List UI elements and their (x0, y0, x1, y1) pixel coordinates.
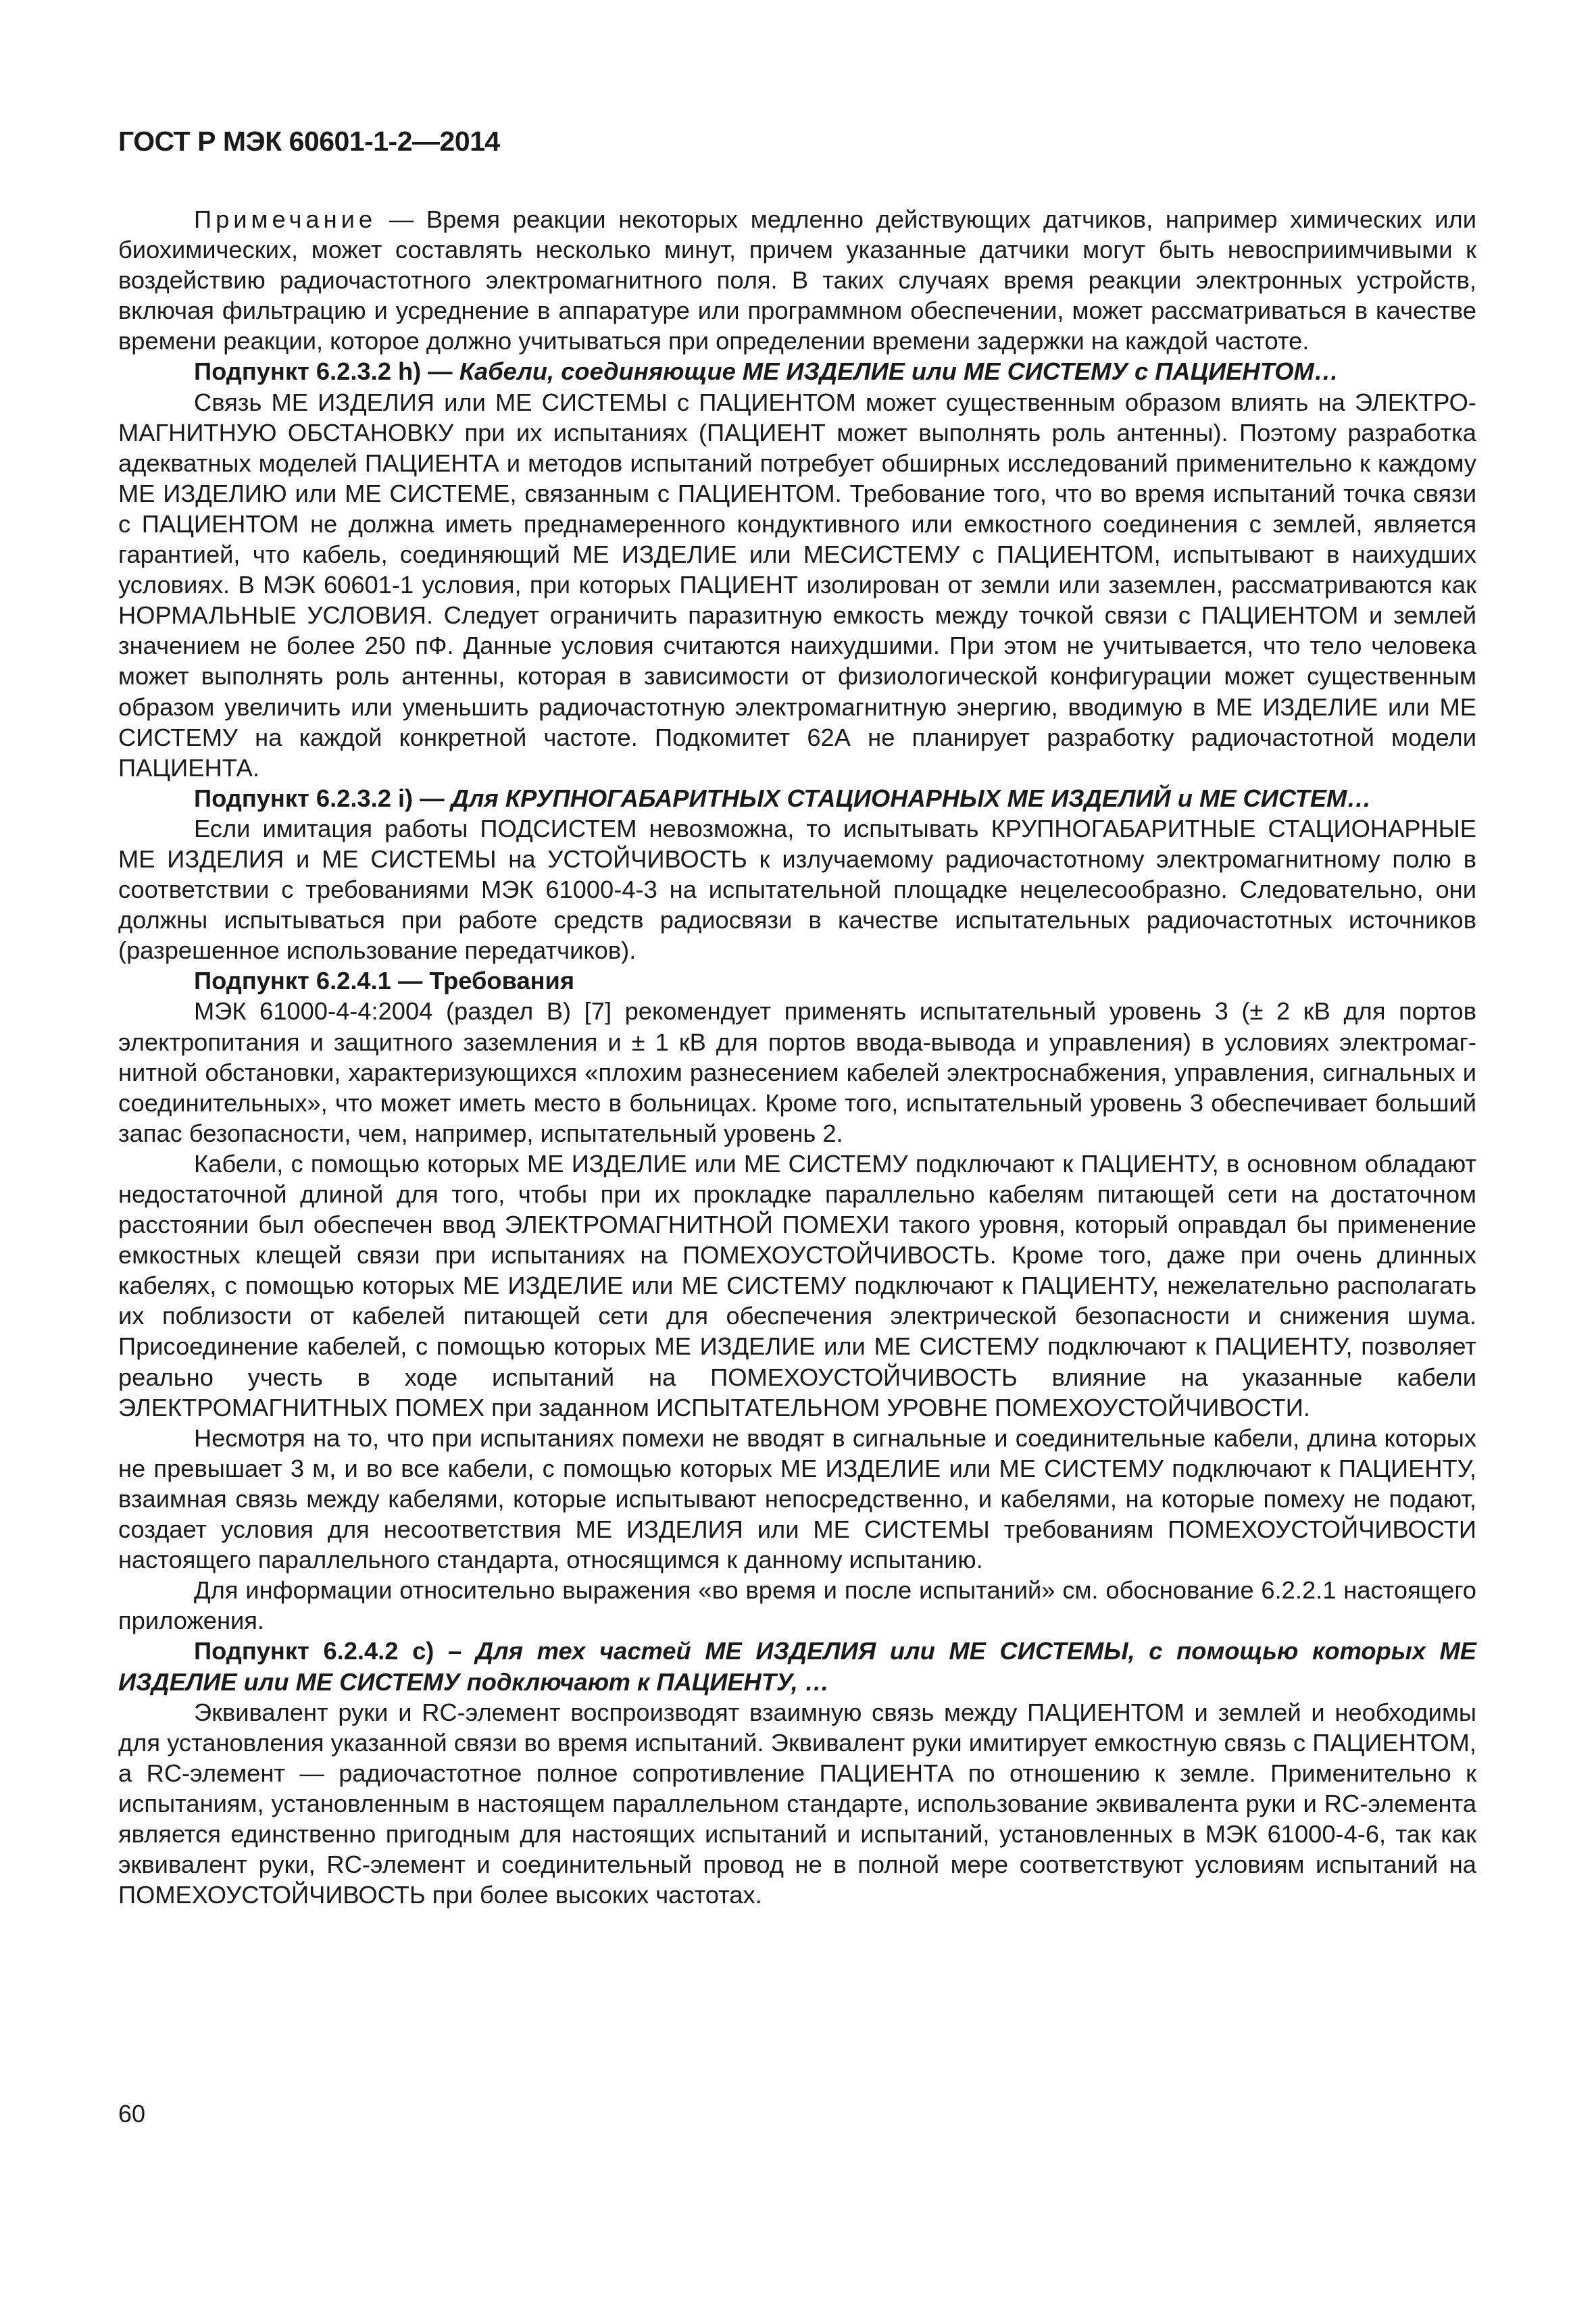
note-text: — Время реакции некоторых медленно действующих датчиков, например химических или биохимических, может составлять несколько минут, причем указанные датчики могут быть невосприимчивыми к воздействию радиочастотного электромагнитного поля. В таких случаях время реакции электронных устройств, включая фильтрацию и усреднение в аппаратуре или программном обеспечении, может рассматриваться в качестве времени реакции, которое должно учитываться при определении времени задержки на каждой частоте. (118, 205, 1476, 355)
paragraph: МЭК 61000-4-4:2004 (раздел В) [7] рекомендует применять испытательный уровень 3 (± 2 кВ для портов электропитания и защитного заземления и ± 1 кВ для портов ввода-вывода и управления) в условиях электромагнитной обстановки, характеризующихся «плохим разнесением кабелей электроснабжения, управления, сигнальных и соединительных», что может иметь место в больницах. Кроме того, испытательный уровень 3 обеспечивает больший запас безопасности, чем, например, испытательный уровень 2. (118, 997, 1476, 1147)
subclause-label: Подпункт 6.2.3.2 h) — (194, 357, 459, 386)
paragraph: Эквивалент руки и RC-элемент воспроизводят взаимную связь между ПАЦИЕНТОМ и землей и необходимы для установления указанной связи во время испытаний. Эквивалент руки имитирует емкостную связь с ПАЦИЕНТОМ, а RC-элемент — радиочастотное полное сопротивление ПАЦИЕНТА по отношению к земле. Применительно к испытаниям, установленным в настоящем параллельном стандарте, использование эквивалента руки и RC-элемента является единственно пригодным для настоящих испытаний и испытаний, установленных в МЭК 61000-4-6, так как эквивалент руки, RC-элемент и соединительный провод не в полной мере соответствуют условиям испытаний на ПОМЕХОУСТОЙЧИВОСТЬ при более высоких частотах. (118, 1698, 1476, 1909)
page-number: 60 (118, 2100, 146, 2128)
subclause-heading-6241: Подпункт 6.2.4.1 — Требования (194, 967, 575, 995)
subclause-heading-h (118, 356, 1476, 386)
paragraph: Для информации относительно выражения «во время и после испытаний» см. обоснование 6.2.2.1 настоящего приложения. (118, 1576, 1476, 1635)
paragraph: Кабели, с помощью которых МЕ ИЗДЕЛИЕ или МЕ СИСТЕМУ подключают к ПАЦИЕНТУ, в основном обладают недостаточной длиной для того, чтобы при их прокладке параллельно кабелям питающей сети на достаточном расстоянии был обеспечен ввод ЭЛЕКТРОМАГНИТНОЙ ПОМЕХИ такого уровня, который оправдал бы применение емкостных клещей связи при испытаниях на ПОМЕХОУСТОЙЧИВОСТЬ. Кроме того, даже при очень длинных кабелях, с помощью которых МЕ ИЗДЕЛИЕ или МЕ СИСТЕМУ подключают к ПАЦИЕНТУ, нежелательно располагать их поблизости от кабелей питающей сети для обеспечения электрической безопасности и снижения шума. Присоединение кабелей, с помощью которых МЕ ИЗДЕЛИЕ или МЕ СИСТЕМУ подключают к ПАЦИЕНТУ, позволяет реально учесть в ходе испытаний на ПОМЕХОУСТОЙЧИВОСТЬ влияние на указанные кабели ЭЛЕКТРОМАГНИТНЫХ ПОМЕХ при заданном ИСПЫТАТЕЛЬНОМ УРОВНЕ ПОМЕХОУСТОЙЧИВОСТИ. (118, 1149, 1476, 1422)
subclause-title: Кабели, соединяющие МЕ ИЗДЕЛИЕ или МЕ СИСТЕМУ с ПАЦИЕНТОМ… (459, 357, 1339, 386)
paragraph: Несмотря на то, что при испытаниях помехи не вводят в сигнальные и соединительные кабели, длина которых не превышает 3 м, и во все кабели, с помощью которых МЕ ИЗДЕЛИЕ или МЕ СИСТЕМУ подключают к ПАЦИЕНТУ, взаимная связь между кабелями, которые испытывают непосредственно, и кабелями, на которые помеху не подают, создает условия для несоответствия МЕ ИЗДЕЛИЯ или МЕ СИСТЕМЫ требованиям ПОМЕХОУСТОЙЧИВОСТИ настоящего параллельного стандарта, относящимся к данному испытанию. (118, 1424, 1476, 1574)
subclause-title: Для КРУПНОГАБАРИТНЫХ СТАЦИОНАРНЫХ МЕ ИЗДЕЛИЙ и МЕ СИСТЕМ… (451, 784, 1372, 812)
note-label: Примечание (194, 205, 377, 233)
paragraph: Если имитация работы ПОДСИСТЕМ невозможна, то испытывать КРУПНОГАБАРИТНЫЕ СТАЦИОНАРНЫЕ МЕ ИЗДЕЛИЯ и МЕ СИСТЕМЫ на УСТОЙЧИВОСТЬ к излучаемому радиочастотному электромагнитному полю в соответствии с требованиями МЭК 61000-4-3 на испытательной площадке нецелесообразно. Следовательно, они должны испытываться при работе средств радиосвязи в качестве испытательных радиочастотных источников (разрешенное использование передатчиков). (118, 814, 1476, 965)
note-paragraph (118, 204, 1476, 356)
subclause-heading-6242c (118, 1636, 1476, 1696)
document-body (118, 204, 1476, 1910)
subclause-title: Для тех частей МЕ ИЗДЕЛИЯ или МЕ СИСТЕМЫ, с помощью которых МЕ ИЗДЕЛИЕ или МЕ СИСТЕМУ подключают к ПАЦИЕНТУ, … (118, 1637, 1476, 1696)
document-header: ГОСТ Р МЭК 60601-1-2—2014 (118, 126, 500, 157)
subclause-label: Подпункт 6.2.3.2 i) — (194, 784, 451, 812)
subclause-label: Подпункт 6.2.4.2 c) – (194, 1637, 476, 1665)
paragraph: Связь МЕ ИЗДЕЛИЯ или МЕ СИСТЕМЫ с ПАЦИЕНТОМ может существенным образом влиять на ЭЛЕКТРОМАГНИТНУЮ ОБСТАНОВКУ при их испытаниях (ПАЦИЕНТ может выполнять роль антенны). Поэтому разработка адекватных моделей ПАЦИЕНТА и методов испытаний потребует обширных исследований применительно к каждому МЕ ИЗДЕЛИЮ или МЕ СИСТЕМЕ, связанным с ПАЦИЕНТОМ. Требование того, что во время испытаний точка связи с ПАЦИЕНТОМ не должна иметь преднамеренного кондуктивного или емкостного соединения с землей, является гарантией, что кабель, соединяющий МЕ ИЗДЕЛИЕ или МЕСИСТЕМУ с ПАЦИЕНТОМ, испытывают в наихудших условиях. В МЭК 60601-1 условия, при которых ПАЦИЕНТ изолирован от земли или заземлен, рассматриваются как НОРМАЛЬНЫЕ УСЛОВИЯ. Следует ограничить паразитную емкость между точкой связи с ПАЦИЕНТОМ и землей значением не более 250 пФ. Данные условия считаются наихудшими. При этом не учитывается, что тело человека может выполнять роль антенны, которая в зависимости от физиологической конфигурации может существенным образом увеличить или уменьшить радиочастотную электромагнитную энергию, вводимую в МЕ ИЗДЕЛИЕ или МЕ СИСТЕМУ на каждой конкретной частоте. Подкомитет 62А не планирует разработку радиочастотной модели ПАЦИЕНТА. (118, 388, 1476, 782)
subclause-heading-i (118, 783, 1476, 813)
